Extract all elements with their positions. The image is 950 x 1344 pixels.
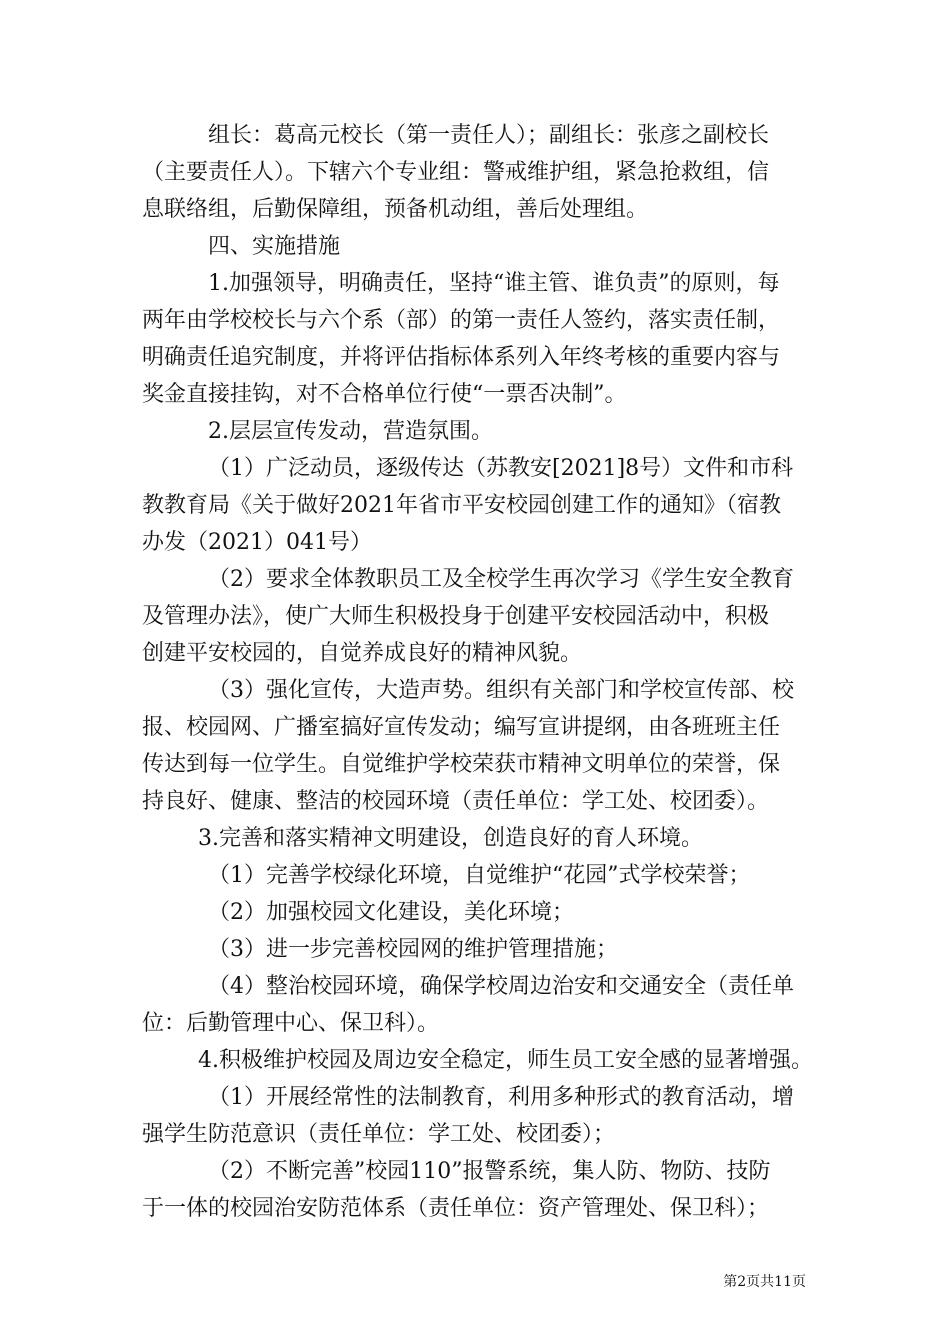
text-line: 3.完善和落实精神文明建设，创造良好的育人环境。 <box>198 826 703 851</box>
text-line: 2.层层宣传发动，营造氛围。 <box>208 419 493 444</box>
text-line: 持良好、健康、整洁的校园环境（责任单位：学工处、校团委）。 <box>142 789 770 814</box>
text-line: 息联络组，后勤保障组，预备机动组，善后处理组。 <box>142 197 649 222</box>
text-line: （4）整治校园环境，确保学校周边治安和交通安全（责任单 <box>208 974 794 999</box>
text-line: 奖金直接挂钩，对不合格单位行使“一票否决制”。 <box>142 382 627 407</box>
text-line: 4.积极维护校园及周边安全稳定，师生员工安全感的显著增强。 <box>198 1048 813 1073</box>
section-heading: 四、实施措施 <box>208 234 341 259</box>
text-line: 报、校园网、广播室搞好宣传发动；编写宣讲提纲，由各班班主任 <box>142 715 781 740</box>
text-line: 及管理办法》，使广大师生积极投身于创建平安校园活动中，积极 <box>142 604 770 629</box>
text-line: （2）要求全体教职员工及全校学生再次学习《学生安全教育 <box>208 567 794 592</box>
text-line: 于一体的校园治安防范体系（责任单位：资产管理处、保卫科）； <box>142 1196 770 1221</box>
text-line: 明确责任追究制度，并将评估指标体系列入年终考核的重要内容与 <box>142 345 781 370</box>
text-line: （主要责任人）。下辖六个专业组：警戒维护组，紧急抢救组，信 <box>142 160 770 185</box>
text-line: （1）完善学校绿化环境，自觉维护“花园”式学校荣誉； <box>208 863 751 888</box>
text-line: （1）广泛动员，逐级传达（苏教安[2021]8号）文件和市科 <box>208 456 794 481</box>
page-number: 第2页共11页 <box>723 1274 806 1290</box>
text-line: 教教育局《关于做好2021年省市平安校园创建工作的通知》（宿教 <box>142 493 781 518</box>
text-line: 组长：葛高元校长（第一责任人）；副组长：张彦之副校长 <box>208 123 770 148</box>
text-line: （3）进一步完善校园网的维护管理措施； <box>208 937 618 962</box>
text-line: （2）加强校园文化建设，美化环境； <box>208 900 574 925</box>
text-line: 创建平安校园的，自觉养成良好的精神风貌。 <box>142 641 583 666</box>
text-line: 传达到每一位学生。自觉维护学校荣获市精神文明单位的荣誉，保 <box>142 752 781 777</box>
text-line: （1）开展经常性的法制教育，利用多种形式的教育活动，增 <box>208 1085 794 1110</box>
text-line: （3）强化宣传，大造声势。组织有关部门和学校宣传部、校 <box>208 678 794 703</box>
text-line: 位：后勤管理中心、保卫科）。 <box>142 1011 440 1036</box>
text-line: （2）不断完善”校园110”报警系统，集人防、物防、技防 <box>208 1159 771 1184</box>
text-line: 办发（2021）041号） <box>142 530 372 555</box>
text-line: 1.加强领导，明确责任，坚持“谁主管、谁负责”的原则，每 <box>208 271 780 296</box>
text-line: 强学生防范意识（责任单位：学工处、校团委）； <box>142 1122 616 1147</box>
text-line: 两年由学校校长与六个系（部）的第一责任人签约，落实责任制， <box>142 308 781 333</box>
